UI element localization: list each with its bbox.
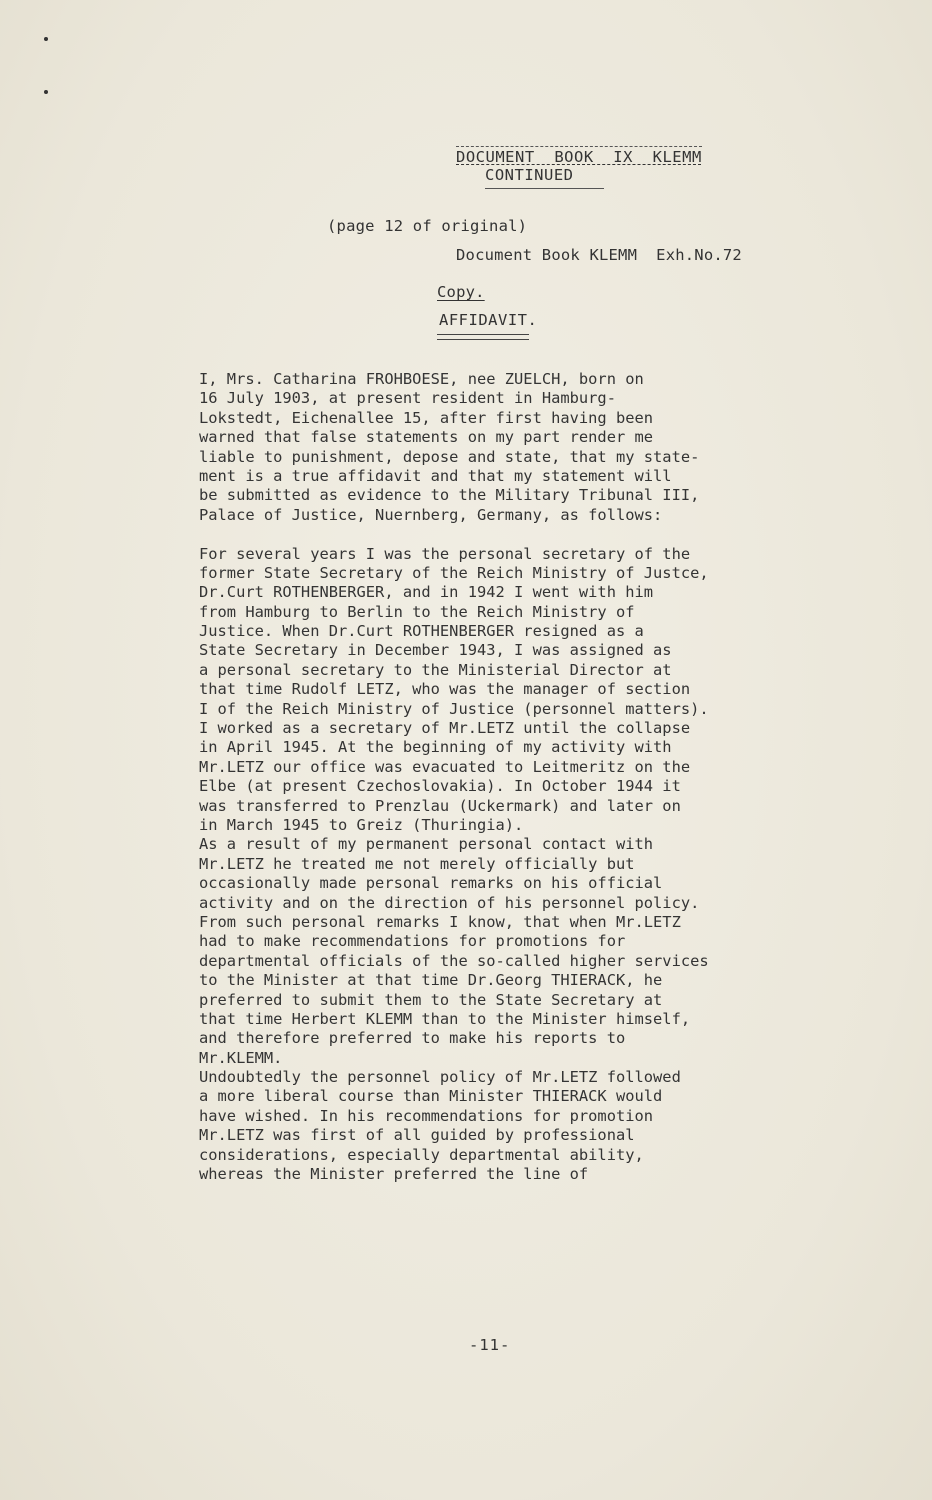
text-line: that time Rudolf LETZ, who was the manager of section [199, 680, 691, 699]
text-line: ment is a true affidavit and that my statement will [199, 466, 672, 485]
title-double-rule [437, 334, 529, 340]
text-line: Mr.LETZ our office was evacuated to Leitmeritz on the [199, 757, 691, 776]
text-line: occasionally made personal remarks on his official [199, 874, 663, 893]
text-line: had to make recommendations for promotions for [199, 932, 626, 951]
punch-mark-top [44, 37, 48, 41]
text-line: warned that false statements on my part render me [199, 428, 654, 447]
page-number: -11- [469, 1336, 511, 1354]
text-line: I worked as a secretary of Mr.LETZ until the collapse [199, 719, 691, 738]
text-line: preferred to submit them to the State Secretary at [199, 990, 663, 1009]
text-line: Palace of Justice, Nuernberg, Germany, as follows: [199, 505, 663, 524]
text-line: that time Herbert KLEMM than to the Minister himself, [199, 1009, 691, 1028]
text-line: former State Secretary of the Reich Ministry of Justce, [199, 563, 709, 582]
text-line: I, Mrs. Catharina FROHBOESE, nee ZUELCH, born on [199, 370, 644, 388]
text-line: Undoubtedly the personnel policy of Mr.LETZ followed [199, 1068, 681, 1087]
text-line: Mr.LETZ he treated me not merely officially but [199, 854, 635, 873]
text-line: Mr.LETZ was first of all guided by professional [199, 1126, 635, 1145]
text-line: in March 1945 to Greiz (Thuringia). [199, 815, 524, 834]
text-line: to the Minister at that time Dr.Georg THIERACK, he [199, 971, 663, 990]
text-line: activity and on the direction of his personnel policy. [199, 893, 700, 912]
text-line: and therefore preferred to make his reports to [199, 1029, 626, 1048]
text-line: State Secretary in December 1943, I was assigned as [199, 641, 672, 660]
text-line: departmental officials of the so-called higher services [199, 951, 709, 970]
affidavit-title: AFFIDAVIT. [439, 311, 538, 329]
text-line: have wished. In his recommendations for promotion [199, 1106, 654, 1125]
text-line: 16 July 1903, at present resident in Hamburg- [199, 389, 616, 408]
text-line: I of the Reich Ministry of Justice (personnel matters). [199, 699, 709, 718]
text-line: Dr.Curt ROTHENBERGER, and in 1942 I went with him [199, 583, 654, 602]
continued-label: CONTINUED [485, 166, 604, 189]
paragraph-gap [199, 525, 899, 544]
text-line: from Hamburg to Berlin to the Reich Ministry of [199, 602, 635, 621]
text-line: Lokstedt, Eichenallee 15, after first having been [199, 408, 654, 427]
text-line: Justice. When Dr.Curt ROTHENBERGER resigned as a [199, 622, 644, 641]
text-line: a personal secretary to the Ministerial Director at [199, 660, 672, 679]
document-book-header: DOCUMENT BOOK IX KLEMM [456, 148, 702, 166]
text-line: From such personal remarks I know, that when Mr.LETZ [199, 912, 681, 931]
text-line: a more liberal course than Minister THIERACK would [199, 1087, 663, 1106]
exhibit-reference: Document Book KLEMM Exh.No.72 [456, 246, 742, 264]
text-line: Mr.KLEMM. [199, 1048, 283, 1067]
text-line: whereas the Minister preferred the line of [199, 1165, 589, 1184]
text-line: be submitted as evidence to the Military Tribunal III, [199, 486, 700, 505]
text-line: For several years I was the personal secretary of the [199, 544, 691, 563]
paragraph-oath [199, 370, 899, 525]
affidavit-body [199, 370, 899, 1184]
paragraph-statement [199, 545, 899, 1185]
text-line: considerations, especially departmental ability, [199, 1145, 644, 1164]
copy-label: Copy. [437, 283, 485, 301]
punch-mark-bottom [44, 90, 48, 94]
text-line: Elbe (at present Czechoslovakia). In October 1944 it [199, 777, 681, 796]
text-line: was transferred to Prenzlau (Uckermark) and later on [199, 796, 681, 815]
text-line: in April 1945. At the beginning of my activity with [199, 738, 672, 757]
original-page-reference: (page 12 of original) [327, 217, 528, 235]
text-line: liable to punishment, depose and state, that my state- [199, 447, 700, 466]
text-line: As a result of my permanent personal contact with [199, 835, 654, 854]
